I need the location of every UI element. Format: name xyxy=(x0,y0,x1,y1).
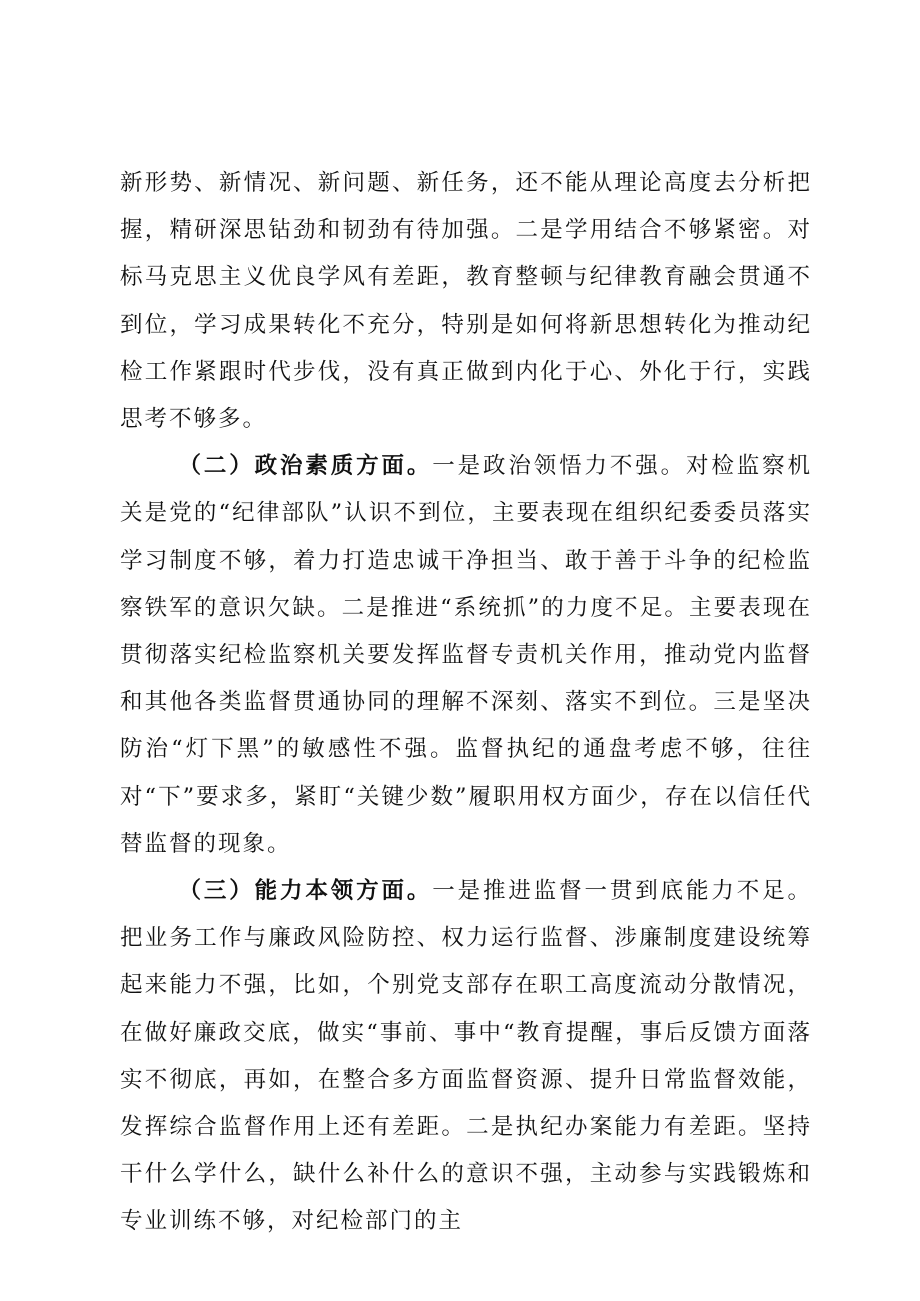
section-heading-ability: （三）能力本领方面。 xyxy=(178,878,433,905)
paragraph-text: 新形势、新情况、新问题、新任务，还不能从理论高度去分析把握，精研深思钻劲和韧劲有待加强。二是学用结合不够紧密。对标马克思主义优良学风有差距，教育整顿与纪律教育融会贯通不到位，学习成果转化不充分，特别是如何将新思想转化为推动纪检工作紧跟时代步伐，没有真正做到内化于心、外化于行，实践思考不够多。 xyxy=(120,170,812,433)
paragraph-text: 一是推进监督一贯到底能力不足。把业务工作与廉政风险防控、权力运行监督、涉廉制度建设统筹起来能力不强，比如，个别党支部存在职工高度流动分散情况，在做好廉政交底，做实“事前、事中“教育提醒，事后反馈方面落实不彻底，再如，在整合多方面监督资源、提升日常监督效能，发挥综合监督作用上还有差距。二是执纪办案能力有差距。坚持干什么学什么，缺什么补什么的意识不强，主动参与实践锻炼和专业训练不够，对纪检部门的主 xyxy=(120,878,812,1235)
document-body xyxy=(120,160,812,1246)
section-heading-political-quality: （二）政治素质方面。 xyxy=(178,453,433,480)
paragraph-text: 一是政治领悟力不强。对检监察机关是党的“纪律部队”认识不到位，主要表现在组织纪委委员落实学习制度不够，着力打造忠诚干净担当、敢于善于斗争的纪检监察铁军的意识欠缺。二是推进“系统抓”的力度不足。主要表现在贯彻落实纪检监察机关要发挥监督专责机关作用，推动党内监督和其他各类监督贯通协同的理解不深刻、落实不到位。三是坚决防治“灯下黑”的敏感性不强。监督执纪的通盘考虑不够，往往对“下”要求多，紧盯“关键少数”履职用权方面少，存在以信任代替监督的现象。 xyxy=(120,453,812,857)
paragraph-ability xyxy=(120,868,812,1246)
paragraph-continuation xyxy=(120,160,812,443)
paragraph-political-quality xyxy=(120,443,812,868)
